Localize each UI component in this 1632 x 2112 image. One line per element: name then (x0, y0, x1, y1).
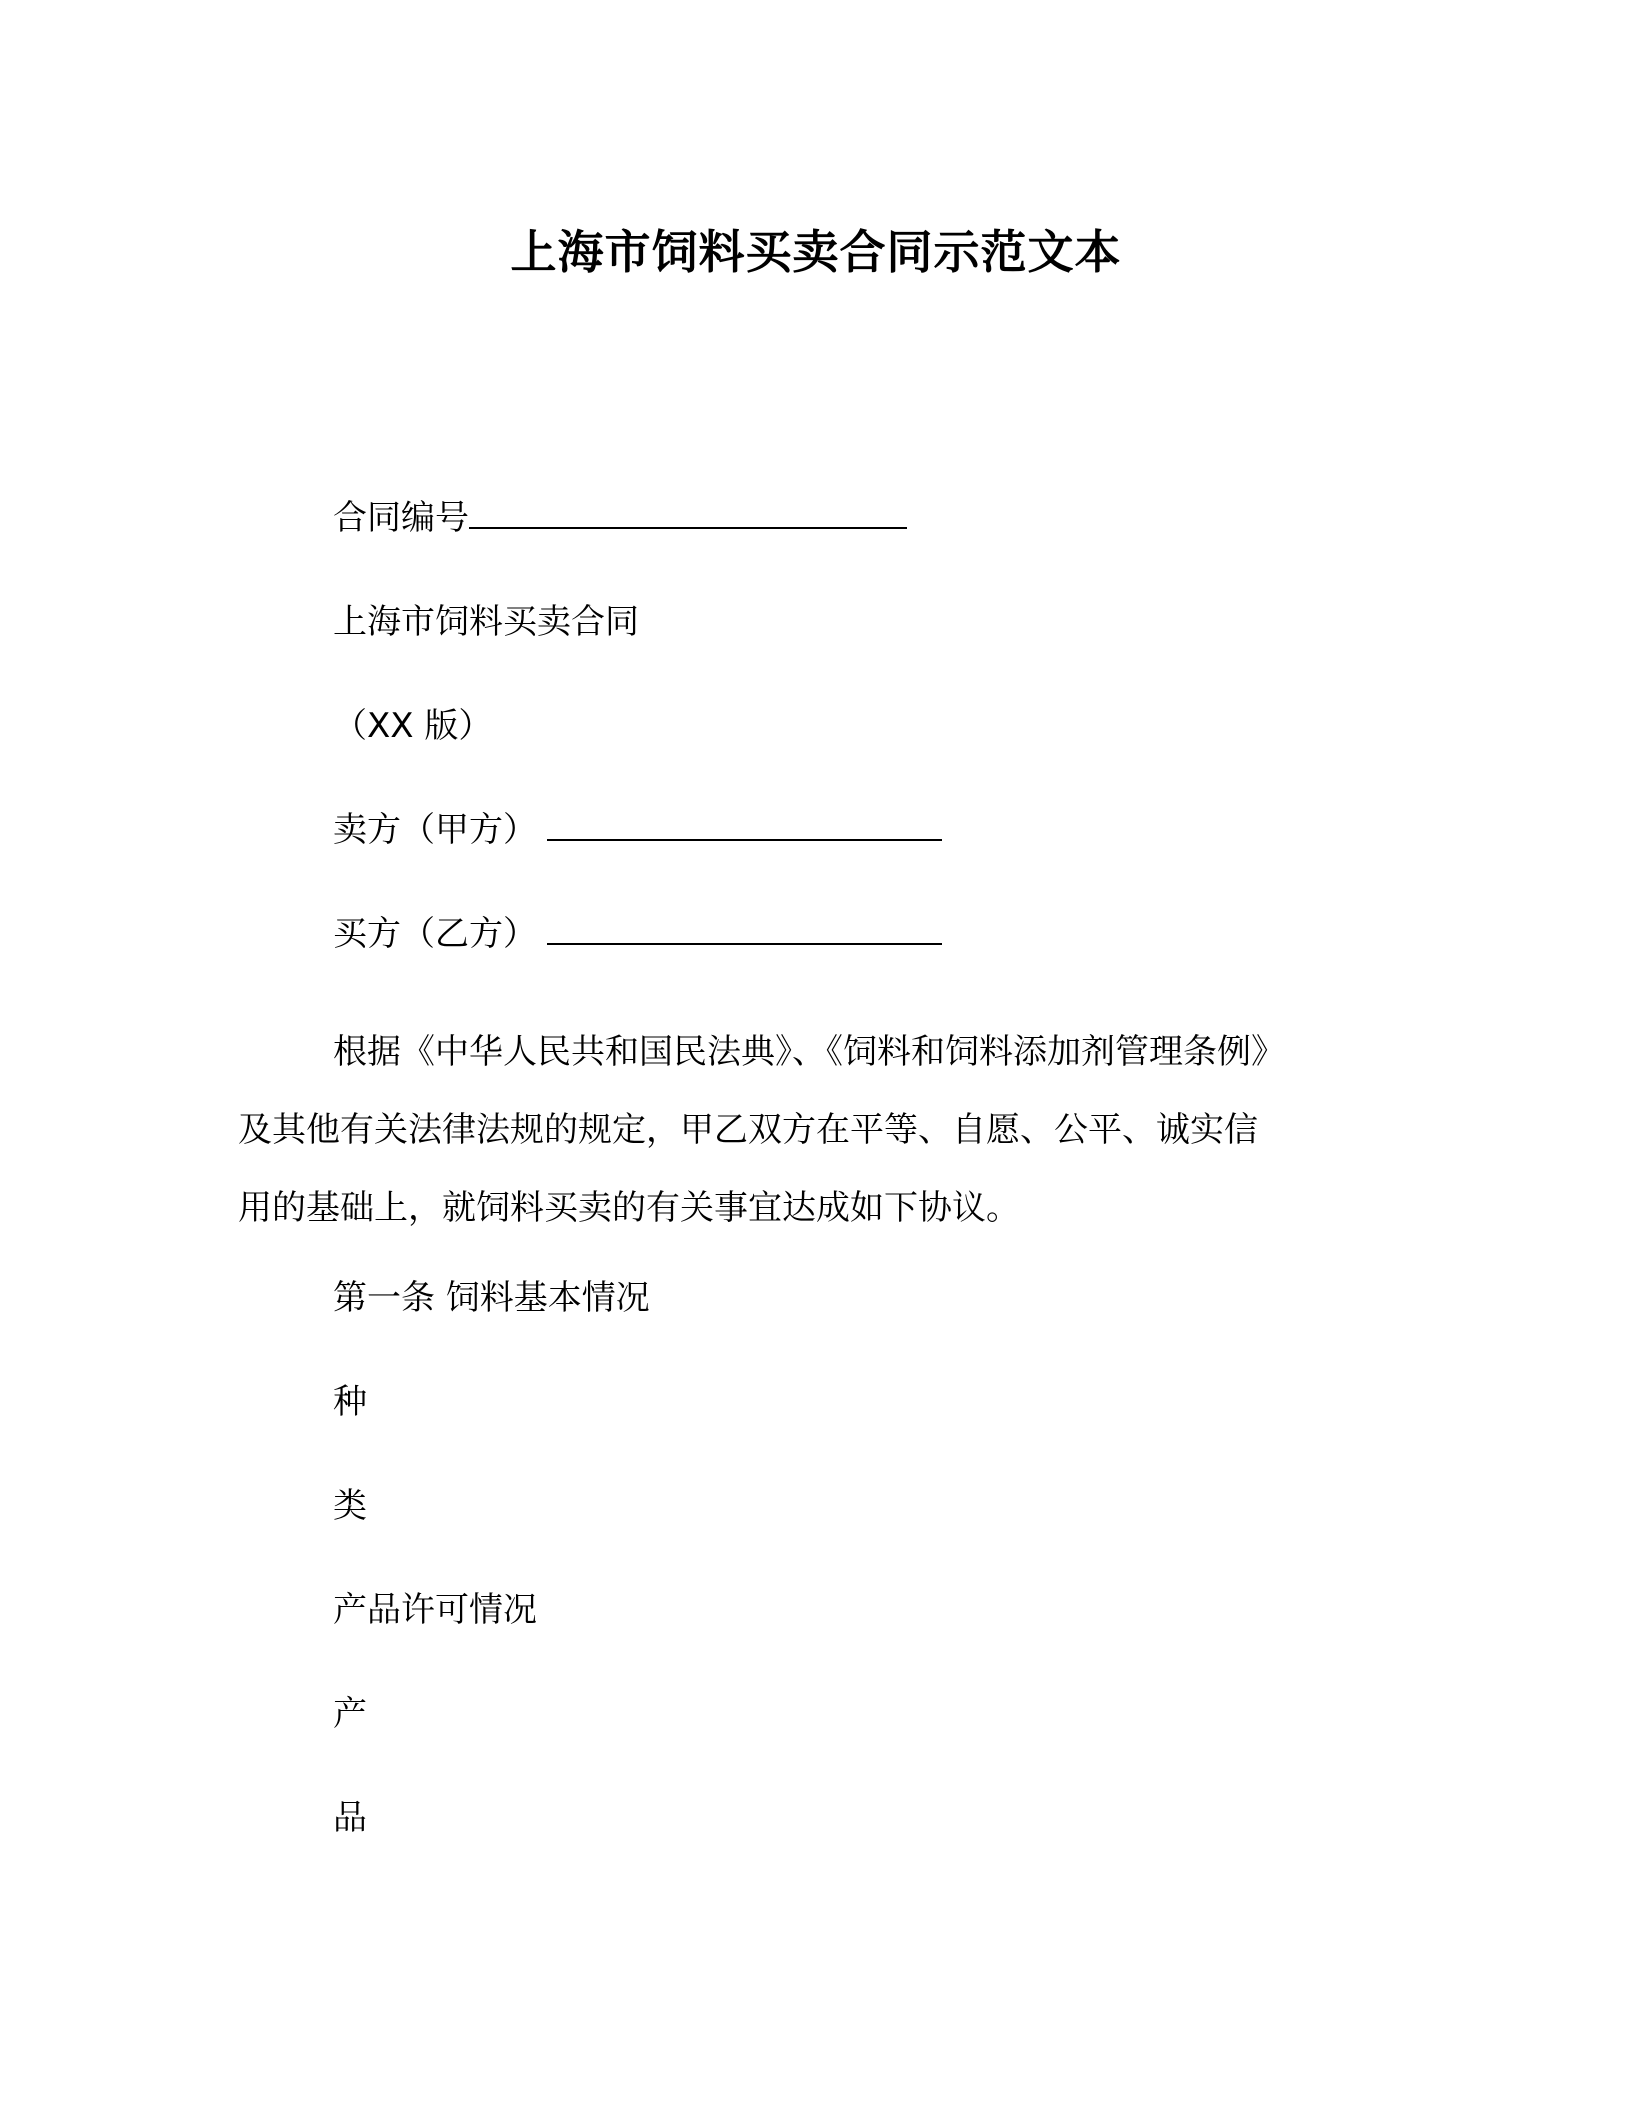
article-1-heading: 第一条 饲料基本情况 (333, 1278, 650, 1318)
item-kind-char-1: 种 (333, 1382, 367, 1422)
buyer-label: 买方（乙方） (333, 914, 537, 954)
preamble-paragraph (238, 1013, 1398, 1247)
item-product-char-2: 品 (333, 1798, 367, 1838)
contract-number-blank[interactable] (469, 495, 907, 529)
seller-line (333, 806, 942, 854)
product-license-heading: 产品许可情况 (333, 1590, 537, 1630)
seller-label: 卖方（甲方） (333, 810, 537, 850)
contract-number-line (333, 494, 907, 542)
contract-edition: （XX 版） (333, 706, 493, 746)
item-kind-char-2: 类 (333, 1486, 367, 1526)
item-product-char-1: 产 (333, 1694, 367, 1734)
preamble-line-3: 用的基础上，就饲料买卖的有关事宜达成如下协议。 (238, 1188, 1020, 1228)
contract-number-label: 合同编号 (333, 498, 469, 538)
document-title: 上海市饲料买卖合同示范文本 (510, 225, 1122, 279)
contract-name: 上海市饲料买卖合同 (333, 602, 639, 642)
preamble-line-2: 及其他有关法律法规的规定，甲乙双方在平等、自愿、公平、诚实信 (238, 1110, 1258, 1150)
seller-blank[interactable] (547, 807, 942, 841)
buyer-line (333, 910, 942, 958)
buyer-blank[interactable] (547, 911, 942, 945)
preamble-line-1: 根据《中华人民共和国民法典》、《饲料和饲料添加剂管理条例》 (333, 1032, 1285, 1072)
